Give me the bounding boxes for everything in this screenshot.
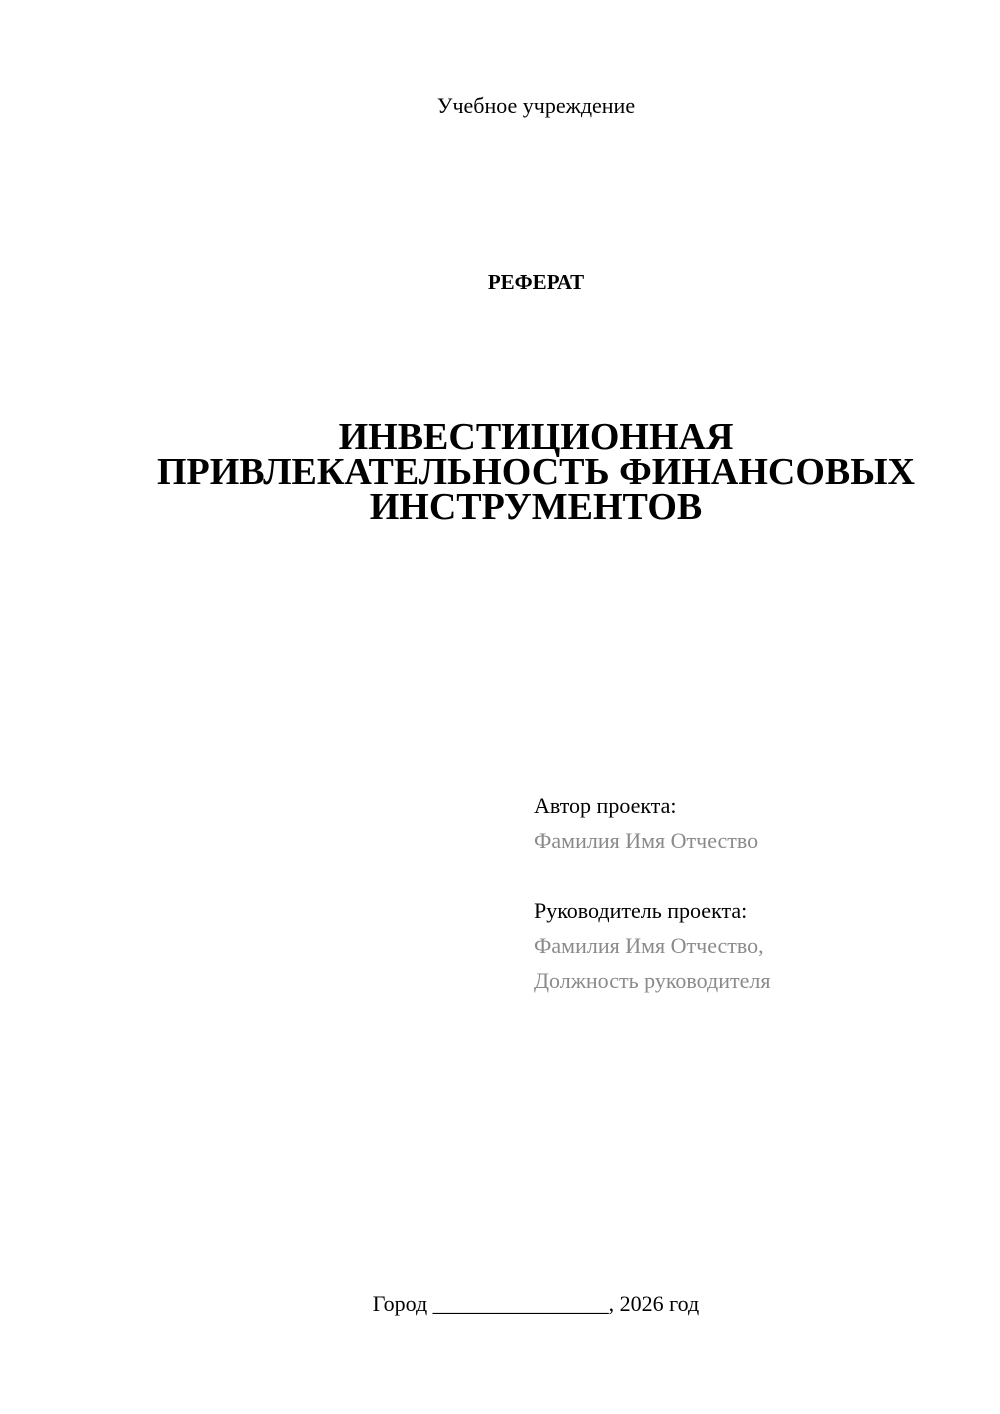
title-line-2: ПРИВЛЕКАТЕЛЬНОСТЬ ФИНАНСОВЫХ xyxy=(156,451,915,493)
city-year-line: Город ________________, 2026 год xyxy=(372,1291,700,1316)
document-type: РЕФЕРАТ xyxy=(487,270,585,294)
project-people-block xyxy=(534,788,974,998)
title-line-1: ИНВЕСТИЦИОННАЯ xyxy=(338,416,734,458)
institution-name: Учебное учреждение xyxy=(436,93,636,118)
title-line-3: ИНСТРУМЕНТОВ xyxy=(369,486,703,528)
author-name: Фамилия Имя Отчество xyxy=(534,828,759,853)
spacer xyxy=(534,858,974,893)
supervisor-name: Фамилия Имя Отчество, xyxy=(534,933,764,958)
author-label: Автор проекта: xyxy=(534,793,677,818)
supervisor-position: Должность руководителя xyxy=(534,968,771,993)
supervisor-label: Руководитель проекта: xyxy=(534,898,748,923)
document-title xyxy=(0,416,1000,528)
